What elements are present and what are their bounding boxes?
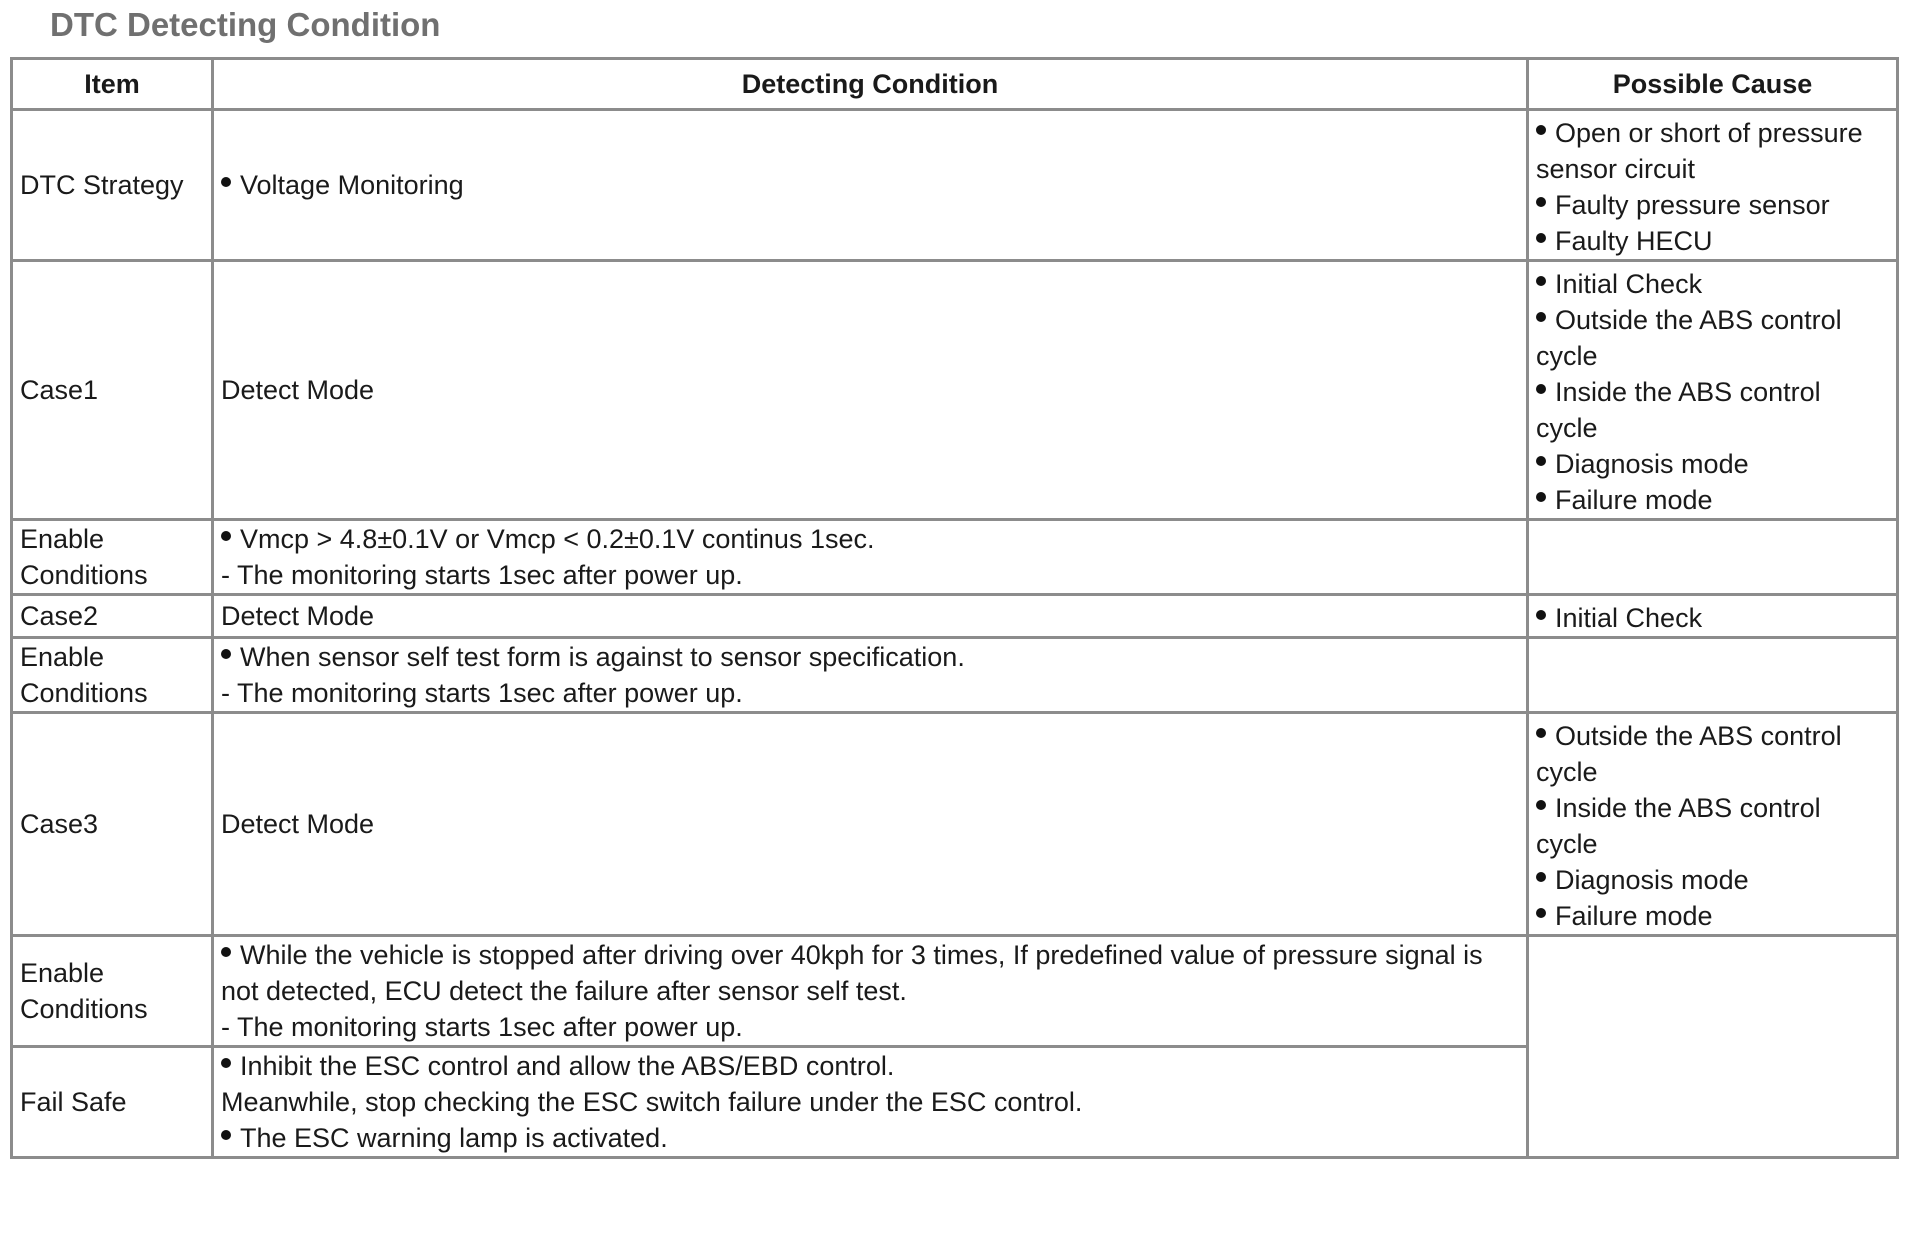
condition-line (221, 675, 1519, 711)
condition-line (221, 639, 1519, 675)
condition-cell (213, 936, 1528, 1047)
cause-line-text: Outside the ABS control cycle (1536, 305, 1842, 371)
item-label: Enable Conditions (20, 524, 148, 590)
bullet-icon (1536, 197, 1546, 207)
cause-line-text: Initial Check (1555, 269, 1703, 299)
table-row (12, 261, 1898, 520)
cause-line (1536, 790, 1889, 862)
cause-line (1536, 302, 1889, 374)
condition-line-text: Meanwhile, stop checking the ESC switch failure under the ESC control. (221, 1087, 1083, 1117)
condition-cell (213, 261, 1528, 520)
cause-line (1536, 115, 1889, 187)
bullet-icon (221, 1130, 231, 1140)
cause-line (1536, 374, 1889, 446)
bullet-icon (221, 177, 231, 187)
page-title: DTC Detecting Condition (50, 6, 441, 43)
cause-line (1536, 223, 1889, 259)
condition-line-text: Detect Mode (221, 375, 375, 405)
cause-line (1536, 898, 1889, 934)
condition-line-text: Vmcp > 4.8±0.1V or Vmcp < 0.2±0.1V continus 1sec. (240, 524, 875, 554)
cause-line (1536, 600, 1889, 636)
cause-cell (1528, 595, 1898, 638)
condition-line (221, 167, 1519, 203)
condition-line (221, 372, 1519, 408)
item-cell (12, 595, 213, 638)
cause-line-text: Failure mode (1555, 485, 1713, 515)
condition-cell (213, 1047, 1528, 1158)
bullet-icon (1536, 456, 1546, 466)
condition-cell (213, 110, 1528, 261)
item-cell (12, 713, 213, 936)
table-row (12, 520, 1898, 595)
cause-line-text: Inside the ABS control cycle (1536, 793, 1821, 859)
bullet-icon (1536, 276, 1546, 286)
condition-line-text: Voltage Monitoring (240, 170, 464, 200)
condition-line (221, 557, 1519, 593)
condition-line (221, 1009, 1519, 1045)
condition-line-text: Detect Mode (221, 809, 375, 839)
table-row (12, 936, 1898, 1047)
cause-line-text: Outside the ABS control cycle (1536, 721, 1842, 787)
condition-cell (213, 595, 1528, 638)
bullet-icon (1536, 312, 1546, 322)
bullet-icon (221, 531, 231, 541)
bullet-icon (1536, 384, 1546, 394)
condition-line-text: Detect Mode (221, 601, 375, 631)
table-row (12, 638, 1898, 713)
cause-line-text: Faulty HECU (1555, 226, 1713, 256)
cause-cell (1528, 638, 1898, 713)
item-label: Case1 (20, 375, 99, 405)
bullet-icon (1536, 233, 1546, 243)
condition-line-text: Inhibit the ESC control and allow the ABS/EBD control. (240, 1051, 895, 1081)
bullet-icon (1536, 610, 1546, 620)
item-label: Case2 (20, 601, 99, 631)
cause-line-text: Diagnosis mode (1555, 449, 1749, 479)
cause-line (1536, 187, 1889, 223)
condition-line (221, 806, 1519, 842)
table-row (12, 713, 1898, 936)
condition-line-text: When sensor self test form is against to sensor specification. (240, 642, 965, 672)
cause-line (1536, 446, 1889, 482)
condition-line (221, 598, 1519, 634)
cause-line-text: Diagnosis mode (1555, 865, 1749, 895)
item-cell (12, 638, 213, 713)
header-row (12, 59, 1898, 110)
condition-cell (213, 520, 1528, 595)
item-cell (12, 1047, 213, 1158)
item-cell (12, 110, 213, 261)
item-label: Enable Conditions (20, 642, 148, 708)
item-label: Enable Conditions (20, 958, 148, 1024)
item-cell (12, 936, 213, 1047)
table-row (12, 110, 1898, 261)
item-cell (12, 520, 213, 595)
cause-cell (1528, 713, 1898, 936)
bullet-icon (1536, 125, 1546, 135)
bullet-icon (221, 649, 231, 659)
item-label: Fail Safe (20, 1087, 127, 1117)
condition-cell (213, 713, 1528, 936)
bullet-icon (221, 1058, 231, 1068)
header-possible-cause: Possible Cause (1528, 59, 1898, 110)
bullet-icon (1536, 492, 1546, 502)
cause-line-text: Faulty pressure sensor (1555, 190, 1830, 220)
condition-line-text: While the vehicle is stopped after driving over 40kph for 3 times, If predefined value of pressure signal is not detected, ECU detect the failure after sensor self test. (221, 940, 1483, 1006)
condition-line (221, 1084, 1519, 1120)
cause-cell (1528, 261, 1898, 520)
bullet-icon (1536, 728, 1546, 738)
condition-line (221, 1120, 1519, 1156)
bullet-icon (1536, 908, 1546, 918)
cause-cell (1528, 520, 1898, 595)
item-label: DTC Strategy (20, 170, 184, 200)
condition-cell (213, 638, 1528, 713)
condition-line-text: The ESC warning lamp is activated. (240, 1123, 668, 1153)
cause-cell (1528, 936, 1898, 1158)
cause-line (1536, 482, 1889, 518)
condition-line-text: - The monitoring starts 1sec after power up. (221, 560, 743, 590)
cause-line (1536, 718, 1889, 790)
bullet-icon (1536, 800, 1546, 810)
cause-line (1536, 266, 1889, 302)
cause-line-text: Open or short of pressure sensor circuit (1536, 118, 1863, 184)
item-label: Case3 (20, 809, 99, 839)
condition-line-text: - The monitoring starts 1sec after power up. (221, 1012, 743, 1042)
condition-line-text: - The monitoring starts 1sec after power up. (221, 678, 743, 708)
cause-line-text: Inside the ABS control cycle (1536, 377, 1821, 443)
cause-line-text: Failure mode (1555, 901, 1713, 931)
cause-line-text: Initial Check (1555, 603, 1703, 633)
condition-line (221, 937, 1519, 1009)
header-item: Item (12, 59, 213, 110)
cause-cell (1528, 110, 1898, 261)
bullet-icon (221, 947, 231, 957)
header-detecting-condition: Detecting Condition (213, 59, 1528, 110)
dtc-table (10, 57, 1899, 1159)
cause-line (1536, 862, 1889, 898)
item-cell (12, 261, 213, 520)
bullet-icon (1536, 872, 1546, 882)
condition-line (221, 1048, 1519, 1084)
condition-line (221, 521, 1519, 557)
table-row (12, 595, 1898, 638)
